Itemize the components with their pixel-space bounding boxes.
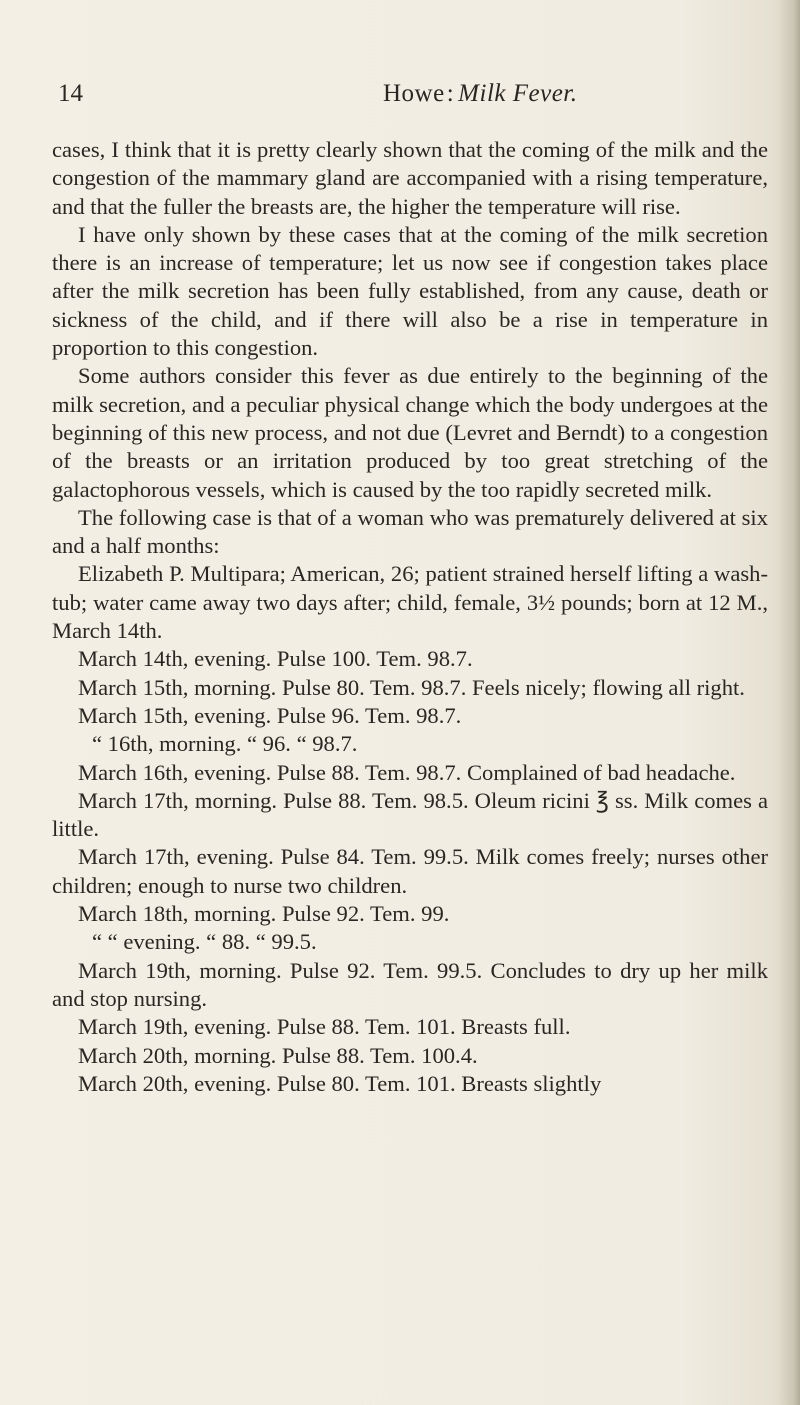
- case-entry: March 20th, evening. Pulse 80. Tem. 101. Breasts slightly: [78, 1070, 602, 1096]
- case-entry: March 17th, morning. Pulse 88. Tem. 98.5. Oleum ricini ℥ ss. Milk comes a little.: [52, 787, 768, 842]
- case-entry: March 15th, evening. Pulse 96. Tem. 98.7.: [78, 702, 462, 728]
- case-entry: March 14th, evening. Pulse 100. Tem. 98.7.: [78, 646, 473, 672]
- paragraph: Some authors consider this fever as due entirely to the beginning of the milk secretion, and a peculiar physical change which the body undergoes at the beginning of this new process, and not due (Levret and Berndt) to a congestion of the breasts or an irritation produced by too great stretching of the galactophorous vessels, which is caused by the too rapidly secreted milk.: [52, 363, 768, 502]
- case-entry: March 15th, morning. Pulse 80. Tem. 98.7. Feels nicely; flowing all right.: [78, 674, 745, 700]
- case-entry: March 18th, morning. Pulse 92. Tem. 99.: [78, 901, 450, 927]
- case-entry: March 19th, evening. Pulse 88. Tem. 101. Breasts full.: [78, 1014, 571, 1040]
- header-title: [383, 80, 578, 108]
- header-author: Howe: [383, 80, 445, 107]
- page-number: 14: [58, 80, 83, 107]
- case-entry: March 16th, evening. Pulse 88. Tem. 98.7. Complained of bad headache.: [78, 759, 736, 785]
- case-entry: March 17th, evening. Pulse 84. Tem. 99.5. Milk comes freely; nurses other children; enough to nurse two children.: [52, 844, 768, 898]
- paragraph: cases, I think that it is pretty clearly shown that the coming of the milk and the congestion of the mammary gland are accompanied with a rising temperature, and that the fuller the breasts are, the higher the temperature will rise.: [52, 137, 768, 219]
- header-article-title: Milk Fever.: [458, 80, 578, 107]
- case-entry: “ 16th, morning. “ 96. “ 98.7.: [92, 731, 358, 757]
- case-entry: March 19th, morning. Pulse 92. Tem. 99.5. Concludes to dry up her milk and stop nursing.: [52, 957, 768, 1011]
- case-entry: March 20th, morning. Pulse 88. Tem. 100.4.: [78, 1042, 478, 1068]
- body-text: [52, 136, 768, 1098]
- case-entry: “ “ evening. “ 88. “ 99.5.: [92, 929, 317, 955]
- paragraph: The following case is that of a woman who was prematurely delivered at six and a half months:: [52, 504, 768, 559]
- case-intro: Elizabeth P. Multipara; American, 26; patient strained herself lifting a wash-tub; water came away two days after; child, female, 3½ pounds; born at 12 M., March 14th.: [52, 561, 768, 644]
- header-separator: :: [446, 80, 455, 107]
- paragraph: I have only shown by these cases that at the coming of the milk secretion there is an increase of temperature; let us now see if congestion takes place after the milk secretion has been fully established, from any cause, death or sickness of the child, and if there will also be a rise in temperature in proportion to this congestion.: [52, 221, 768, 361]
- running-head: [58, 80, 758, 116]
- page-edge-shadow: [778, 0, 800, 1405]
